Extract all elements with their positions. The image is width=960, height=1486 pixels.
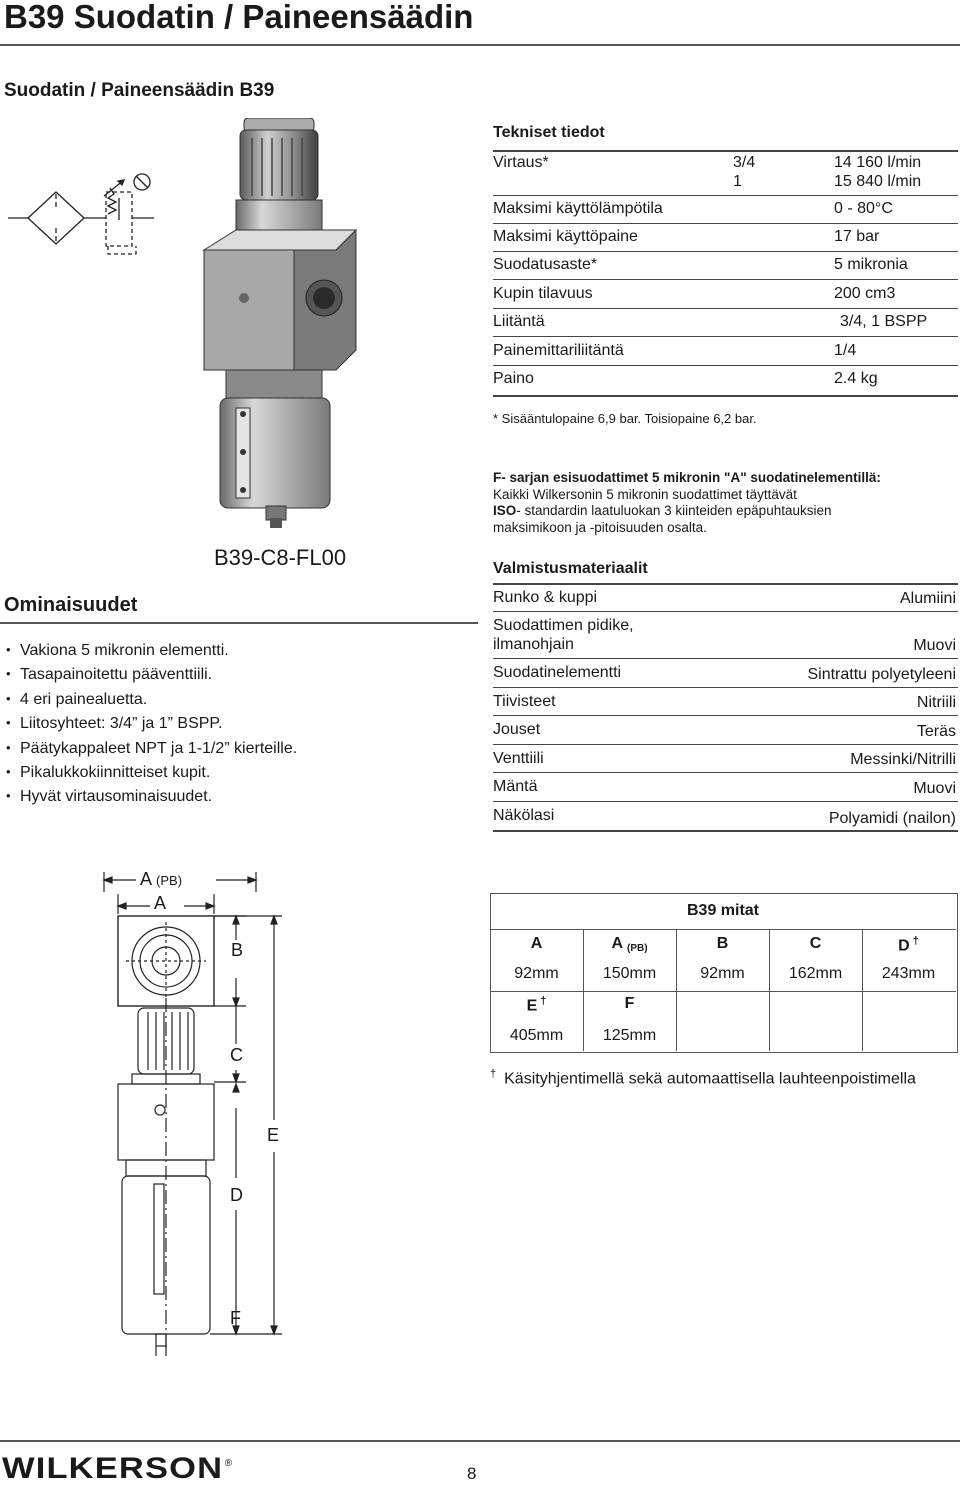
table-header: A (PB) [611, 935, 648, 954]
table-header: E † [526, 995, 547, 1015]
spec-row [493, 281, 958, 309]
table-cell: 162mm [788, 965, 843, 982]
list-item: • Tasapainoitettu pääventtiili. [6, 662, 297, 686]
list-item: • Liitosyhteet: 3/4” ja 1” BSPP. [6, 711, 297, 735]
material-row [493, 612, 958, 659]
material-row [493, 745, 958, 773]
spec-row [493, 169, 958, 196]
material-row [493, 802, 958, 832]
table-cell: 125mm [602, 1027, 657, 1044]
iso-note-line: - standardin laatuluokan 3 kiinteiden epäpuhtauksien [516, 503, 832, 518]
material-label: Suodatinelementti [493, 664, 622, 681]
specs-title: Tekniset tiedot [493, 124, 605, 141]
features-title: Ominaisuudet [4, 594, 138, 616]
spec-label: Liitäntä [493, 313, 545, 330]
list-item: • 4 eri painealuetta. [6, 687, 297, 711]
table-header: B [716, 935, 729, 952]
table-title: B39 mitat [686, 902, 760, 919]
product-model-code: B39-C8-FL00 [214, 545, 347, 570]
title-divider [0, 44, 960, 46]
table-cell: 405mm [509, 1027, 564, 1044]
subtitle: Suodatin / Paineensäädin B39 [4, 80, 275, 101]
material-label: Näkölasi [493, 807, 555, 824]
spec-size: 1 [733, 173, 742, 190]
spec-value: 200 cm3 [834, 285, 896, 302]
material-row [493, 716, 958, 745]
spec-label: Maksimi käyttölämpötila [493, 200, 663, 217]
material-value: Alumiini [899, 590, 956, 607]
material-row [493, 584, 958, 612]
spec-value: 17 bar [834, 228, 880, 245]
list-item: • Hyvät virtausominaisuudet. [6, 784, 297, 808]
spec-label: Painemittariliitäntä [493, 342, 624, 359]
dim-label-e: E [267, 1125, 280, 1145]
iso-note-line: Kaikki Wilkersonin 5 mikronin suodattimet täyttävät [493, 486, 797, 502]
dim-label-c: C [230, 1045, 243, 1065]
spec-label: Maksimi käyttöpaine [493, 228, 638, 245]
spec-value: 5 mikronia [834, 256, 908, 273]
material-value: Polyamidi (nailon) [828, 810, 956, 827]
table-header: D † [898, 935, 919, 955]
spec-value: 15 840 l/min [834, 173, 922, 190]
iso-note-heading: F- sarjan esisuodattimet 5 mikronin "A" suodatinelementillä: [493, 470, 881, 485]
material-label: Suodattimen pidike, ilmanohjain [493, 617, 634, 653]
filter-regulator-symbol-icon [8, 172, 158, 262]
table-header: C [809, 935, 822, 952]
spec-size: 3/4 [733, 154, 756, 171]
material-row [493, 773, 958, 802]
material-label: Jouset [493, 721, 541, 738]
material-label: Mäntä [493, 778, 538, 795]
spec-value: 14 160 l/min [834, 154, 922, 171]
dim-label-a-pb: A (PB) [140, 869, 183, 889]
spec-value: 1/4 [834, 342, 857, 359]
spec-value: 0 - 80°C [834, 200, 893, 217]
material-value: Nitriili [916, 694, 956, 711]
table-cell: 243mm [881, 965, 936, 982]
table-cell: 150mm [602, 965, 657, 982]
spec-value: 2.4 kg [834, 370, 878, 387]
list-item: • Vakiona 5 mikronin elementti. [6, 638, 297, 662]
table-header: F [624, 995, 635, 1012]
list-item: • Päätykappaleet NPT ja 1-1/2” kierteille. [6, 736, 297, 760]
spec-label: Kupin tilavuus [493, 285, 593, 302]
features-list [6, 638, 297, 809]
spec-row [493, 338, 958, 366]
table-header: A [530, 935, 543, 952]
material-label: Tiivisteet [493, 693, 556, 710]
spec-row [493, 196, 958, 224]
dim-label-f: F [230, 1308, 241, 1328]
dimensions-note: † Käsityhjentimellä sekä automaattisella lauhteenpoistimella [490, 1068, 916, 1088]
material-value: Teräs [916, 723, 956, 740]
spec-row [493, 224, 958, 252]
material-value: Muovi [913, 637, 956, 654]
spec-row [493, 309, 958, 337]
table-cell: 92mm [514, 965, 559, 982]
dim-label-b: B [231, 940, 244, 960]
spec-value: 3/4, 1 BSPP [840, 313, 928, 330]
page-number: 8 [467, 1464, 477, 1483]
material-label: Runko & kuppi [493, 589, 598, 606]
spec-label: Paino [493, 370, 534, 387]
list-item: • Pikalukkokiinnitteiset kupit. [6, 760, 297, 784]
page-title: B39 Suodatin / Paineensäädin [4, 0, 474, 35]
features-divider [0, 622, 478, 624]
product-image [196, 118, 366, 536]
wilkerson-logo: WILKERSON ® [2, 1452, 233, 1485]
iso-label: ISO [493, 503, 517, 518]
specs-footnote: * Sisääntulopaine 6,9 bar. Toisiopaine 6,2 bar. [493, 411, 757, 426]
iso-note [493, 470, 958, 536]
footer-divider [0, 1440, 960, 1442]
dim-label-a: A [154, 893, 167, 913]
spec-row [493, 366, 958, 397]
material-value: Muovi [913, 780, 956, 797]
material-row [493, 659, 958, 688]
material-label: Venttiili [493, 750, 544, 767]
material-value: Messinki/Nitrilli [850, 751, 956, 768]
dimensions-table [490, 893, 958, 1053]
spec-label: Virtaus* [493, 154, 549, 171]
dimension-drawing [96, 862, 296, 1360]
material-row [493, 688, 958, 716]
dim-label-d: D [230, 1185, 243, 1205]
iso-note-line: maksimikoon ja -pitoisuuden osalta. [493, 519, 707, 535]
table-cell: 92mm [700, 965, 745, 982]
material-value: Sintrattu polyetyleeni [807, 666, 956, 683]
spec-row [493, 252, 958, 280]
materials-title: Valmistusmateriaalit [493, 560, 648, 577]
spec-label: Suodatusaste* [493, 256, 598, 273]
